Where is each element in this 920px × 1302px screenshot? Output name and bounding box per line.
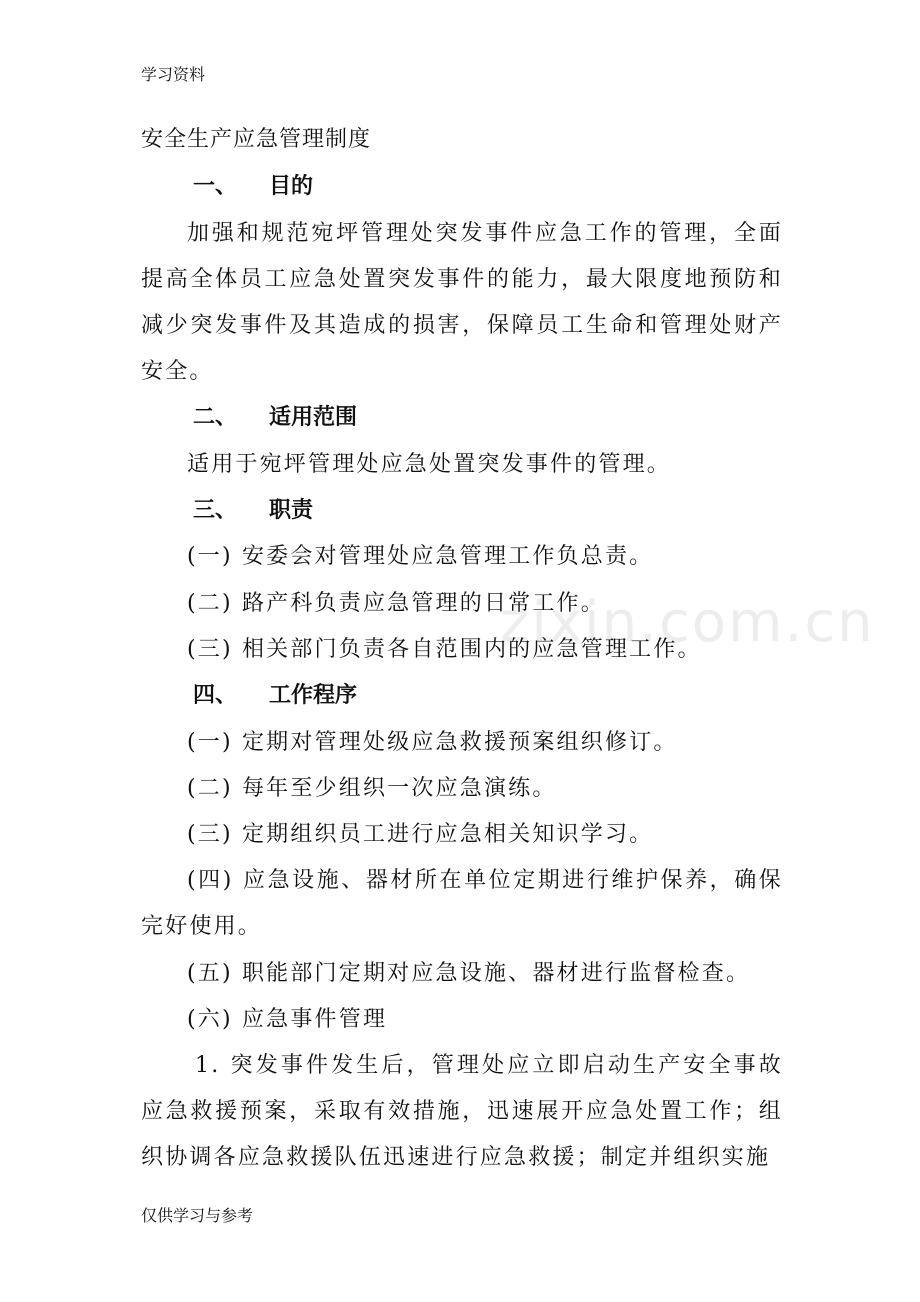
scope-paragraph: 适用于宛坪管理处应急处置突发事件的管理。 bbox=[187, 452, 672, 477]
section-heading-duties bbox=[193, 495, 313, 527]
duty-item: (三) 相关部门负责各自范围内的应急管理工作。 bbox=[187, 637, 702, 662]
duty-item: (二) 路产科负责应急管理的日常工作。 bbox=[187, 591, 605, 616]
purpose-paragraph: 加强和规范宛坪管理处突发事件应急工作的管理，全面提高全体员工应急处置突发事件的能力，最大限度地预防和减少突发事件及其造成的损害，保障员工生命和管理处财产安全。 bbox=[141, 221, 783, 384]
procedure-item: (六) 应急事件管理 bbox=[187, 1007, 388, 1032]
emergency-item-1: 1. 突发事件发生后，管理处应立即启动生产安全事故应急救援预案，采取有效措施，迅速展开应急处置工作；组织协调各应急救援队伍迅速进行应急救援；制定并组织实施 bbox=[141, 1053, 783, 1170]
section-title: 适用范围 bbox=[269, 405, 358, 430]
section-title: 目的 bbox=[269, 174, 314, 199]
procedure-item: (三) 定期组织员工进行应急相关知识学习。 bbox=[187, 822, 654, 847]
header-note: 学习资料 bbox=[141, 65, 206, 84]
section-number: 三、 bbox=[193, 498, 238, 523]
section-number: 一、 bbox=[193, 174, 238, 199]
procedure-item: (四) 应急设施、器材所在单位定期进行维护保养，确保完好使用。 bbox=[141, 868, 783, 939]
section-number: 四、 bbox=[193, 683, 238, 708]
document-title: 安全生产应急管理制度 bbox=[141, 127, 372, 152]
watermark: zixin.com.cn bbox=[500, 590, 875, 655]
section-number: 二、 bbox=[193, 405, 238, 430]
procedure-item: (五) 职能部门定期对应急设施、器材进行监督检查。 bbox=[187, 961, 751, 986]
section-title: 工作程序 bbox=[269, 683, 358, 708]
footer-note: 仅供学习与参考 bbox=[141, 1206, 254, 1225]
section-heading-procedure bbox=[193, 680, 357, 712]
procedure-item: (一) 定期对管理处级应急救援预案组织修订。 bbox=[187, 730, 678, 755]
section-heading-purpose bbox=[193, 171, 313, 203]
section-title: 职责 bbox=[269, 498, 314, 523]
duty-item: (一) 安委会对管理处应急管理工作负总责。 bbox=[187, 544, 654, 569]
procedure-item: (二) 每年至少组织一次应急演练。 bbox=[187, 776, 557, 801]
section-heading-scope bbox=[193, 402, 357, 434]
